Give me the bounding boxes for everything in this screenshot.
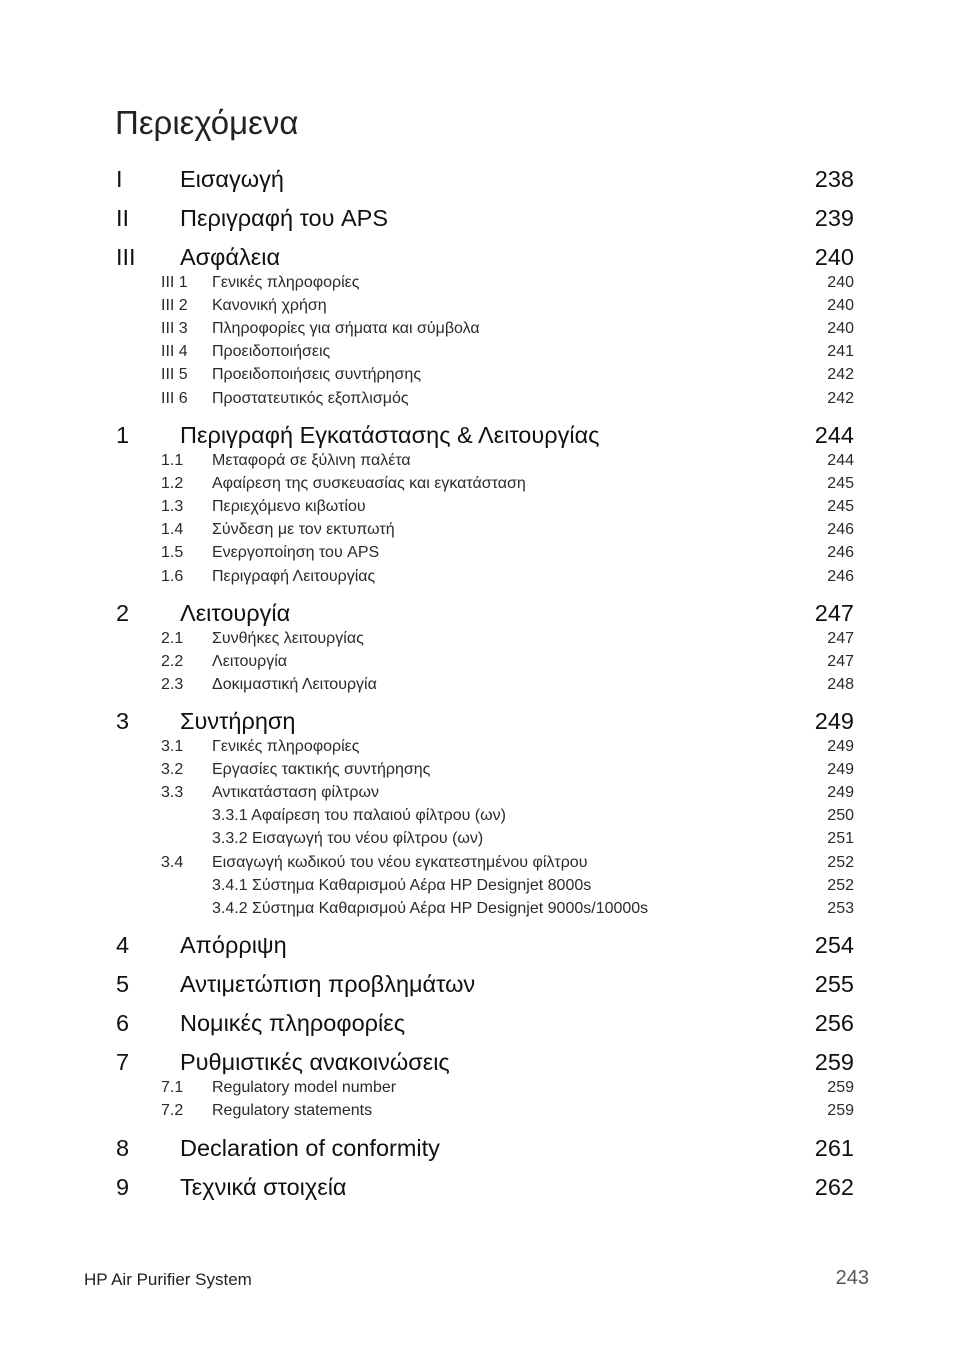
toc-chapter-page: 261 <box>814 1135 854 1161</box>
toc-subsection-number: 3.2 <box>161 761 184 779</box>
toc-chapter-title: Περιγραφή Εγκατάστασης & Λειτουργίας <box>180 422 600 448</box>
toc-subsection[interactable] <box>0 830 954 852</box>
toc-chapter-number: III <box>116 244 136 270</box>
toc-subsection-title: 3.4.2 Σύστημα Καθαρισμού Αέρα HP Designjet 9000s/10000s <box>212 899 649 917</box>
toc-subsection-title: Ενεργοποίηση του APS <box>212 544 380 562</box>
toc-chapter-number: 3 <box>116 708 130 734</box>
toc-chapter-page: 244 <box>814 422 854 448</box>
toc-subsection-page: 242 <box>827 389 854 407</box>
toc-chapter[interactable] <box>0 422 954 452</box>
toc-chapter-title: Εισαγωγή <box>180 166 284 192</box>
toc-subsection-title: Γενικές πληροφορίες <box>212 274 360 291</box>
toc-chapter[interactable] <box>0 166 954 196</box>
toc-chapter[interactable] <box>0 971 954 1001</box>
toc-subsection-title: Προειδοποιήσεις <box>212 343 331 361</box>
toc-subsection-title: Λειτουργία <box>212 653 288 671</box>
toc-subsection-page: 250 <box>827 807 854 825</box>
toc-subsection[interactable] <box>0 366 954 388</box>
toc-subsection-number: III 2 <box>161 297 188 315</box>
toc-chapter-number: 7 <box>116 1049 130 1075</box>
toc-chapter-page: 239 <box>814 205 854 231</box>
toc-subsection-title: 3.3.1 Αφαίρεση του παλαιού φίλτρου (ων) <box>212 807 506 825</box>
toc-chapter-title: Ρυθμιστικές ανακοινώσεις <box>180 1049 450 1075</box>
toc-subsection[interactable] <box>0 498 954 520</box>
toc-chapter-number: 4 <box>116 932 130 958</box>
toc-subsection-number: 1.4 <box>161 521 184 539</box>
toc-chapter-page: 255 <box>814 971 854 997</box>
toc-subsection[interactable] <box>0 544 954 566</box>
toc-chapter-title: Τεχνικά στοιχεία <box>180 1174 347 1200</box>
toc-chapter-title: Λειτουργία <box>180 600 291 626</box>
toc-subsection-page: 253 <box>827 899 854 917</box>
toc-subsection-number: 2.1 <box>161 630 184 647</box>
toc-subsection-page: 251 <box>827 830 854 848</box>
toc-subsection[interactable] <box>0 390 954 412</box>
toc-chapter-page: 262 <box>814 1174 854 1200</box>
toc-chapter[interactable] <box>0 708 954 738</box>
toc-chapter-number: 6 <box>116 1010 130 1036</box>
toc-subsection-number: 7.2 <box>161 1102 184 1120</box>
toc-chapter[interactable] <box>0 932 954 962</box>
toc-subsection-title: 3.4.1 Σύστημα Καθαρισμού Αέρα HP Designjet 8000s <box>212 876 592 894</box>
footer-product-name: HP Air Purifier System <box>84 1270 252 1289</box>
toc-subsection[interactable] <box>0 521 954 543</box>
toc-chapter[interactable] <box>0 1174 954 1204</box>
toc-chapter-page: 256 <box>814 1010 854 1036</box>
toc-subsection-title: Γενικές πληροφορίες <box>212 738 360 755</box>
toc-subsection[interactable] <box>0 877 954 899</box>
toc-subsection-page: 246 <box>827 567 854 585</box>
toc-subsection[interactable] <box>0 452 954 474</box>
toc-chapter-page: 247 <box>814 600 854 626</box>
toc-chapter-title: Νομικές πληροφορίες <box>180 1010 406 1036</box>
toc-subsection-page: 248 <box>827 676 854 694</box>
toc-chapter-number: I <box>116 166 123 192</box>
toc-subsection-title: Προστατευτικός εξοπλισμός <box>212 389 409 407</box>
toc-subsection-number: 1.6 <box>161 567 184 585</box>
toc-subsection-page: 245 <box>827 475 854 493</box>
toc-subsection[interactable] <box>0 738 954 760</box>
toc-subsection-page: 242 <box>827 366 854 384</box>
toc-subsection[interactable] <box>0 653 954 675</box>
toc-subsection[interactable] <box>0 320 954 342</box>
toc-chapter-title: Απόρριψη <box>180 932 287 958</box>
toc-chapter-title: Συντήρηση <box>180 708 296 734</box>
toc-subsection-page: 249 <box>827 784 854 802</box>
toc-chapter-number: 9 <box>116 1174 130 1200</box>
toc-subsection-page: 249 <box>827 761 854 779</box>
toc-chapter[interactable] <box>0 1010 954 1040</box>
toc-subsection-number: 1.2 <box>161 475 184 493</box>
toc-subsection[interactable] <box>0 676 954 698</box>
toc-chapter-page: 259 <box>814 1049 854 1075</box>
toc-chapter[interactable] <box>0 600 954 630</box>
toc-subsection-page: 244 <box>827 452 854 469</box>
toc-subsection-title: Regulatory model number <box>212 1079 397 1096</box>
toc-subsection-title: Δοκιμαστική Λειτουργία <box>212 676 377 694</box>
toc-subsection[interactable] <box>0 568 954 590</box>
toc-subsection-title: Κανονική χρήση <box>212 297 327 315</box>
toc-subsection-title: Μεταφορά σε ξύλινη παλέτα <box>212 452 411 469</box>
toc-subsection-page: 246 <box>827 544 854 562</box>
toc-subsection[interactable] <box>0 1102 954 1124</box>
toc-chapter[interactable] <box>0 1135 954 1165</box>
toc-chapter[interactable] <box>0 205 954 235</box>
toc-chapter-number: II <box>116 205 130 231</box>
toc-subsection-number: 2.2 <box>161 653 184 671</box>
toc-subsection-number: 2.3 <box>161 676 184 694</box>
toc-subsection-page: 259 <box>827 1102 854 1120</box>
toc-subsection-page: 252 <box>827 876 854 894</box>
toc-subsection-page: 249 <box>827 738 854 755</box>
toc-subsection-page: 247 <box>827 653 854 671</box>
toc-chapter[interactable] <box>0 1049 954 1079</box>
toc-subsection-page: 247 <box>827 630 854 647</box>
toc-subsection[interactable] <box>0 761 954 783</box>
toc-subsection[interactable] <box>0 475 954 497</box>
toc-subsection-title: 3.3.2 Εισαγωγή του νέου φίλτρου (ων) <box>212 830 484 848</box>
toc-subsection-page: 245 <box>827 498 854 516</box>
toc-chapter-title: Αντιμετώπιση προβλημάτων <box>180 971 476 997</box>
toc-chapter-title: Περιγραφή του APS <box>180 205 389 231</box>
toc-subsection[interactable] <box>0 900 954 922</box>
toc-subsection-title: Regulatory statements <box>212 1102 373 1120</box>
toc-subsection-title: Σύνδεση με τον εκτυπωτή <box>212 521 395 539</box>
toc-subsection-title: Εισαγωγή κωδικού του νέου εγκατεστημένου φίλτρου <box>212 853 588 871</box>
toc-subsection-number: 3.1 <box>161 738 184 755</box>
toc-subsection-title: Πληροφορίες για σήματα και σύμβολα <box>212 320 480 338</box>
toc-chapter-page: 249 <box>814 708 854 734</box>
toc-subsection[interactable] <box>0 854 954 876</box>
toc-subsection[interactable] <box>0 630 954 652</box>
toc-subsection-number: 1.1 <box>161 452 184 469</box>
toc-subsection-title: Περιγραφή Λειτουργίας <box>212 567 376 585</box>
toc-subsection-title: Συνθήκες λειτουργίας <box>212 630 364 647</box>
toc-chapter-number: 8 <box>116 1135 130 1161</box>
toc-subsection-page: 252 <box>827 853 854 871</box>
toc-chapter-title: Declaration of conformity <box>180 1135 440 1161</box>
toc-subsection-number: 1.3 <box>161 498 184 516</box>
toc-subsection-number: 3.4 <box>161 853 184 871</box>
toc-subsection[interactable] <box>0 807 954 829</box>
toc-subsection[interactable] <box>0 343 954 365</box>
toc-chapter-page: 240 <box>814 244 854 270</box>
toc-chapter-number: 1 <box>116 422 130 448</box>
toc-subsection-page: 241 <box>827 343 854 361</box>
toc-subsection-number: III 4 <box>161 343 188 361</box>
toc-subsection-title: Εργασίες τακτικής συντήρησης <box>212 761 431 779</box>
toc-subsection[interactable] <box>0 1079 954 1101</box>
toc-subsection-number: III 1 <box>161 274 188 291</box>
toc-chapter-number: 2 <box>116 600 130 626</box>
toc-subsection-number: 3.3 <box>161 784 184 802</box>
toc-subsection[interactable] <box>0 297 954 319</box>
toc-chapter-page: 238 <box>814 166 854 192</box>
toc-subsection-number: 7.1 <box>161 1079 184 1096</box>
page-title: Περιεχόμενα <box>115 104 299 141</box>
toc-subsection-title: Αντικατάσταση φίλτρων <box>212 784 379 802</box>
toc-subsection-number: III 5 <box>161 366 188 384</box>
footer-page-number: 243 <box>835 1267 869 1289</box>
toc-subsection-page: 259 <box>827 1079 854 1096</box>
toc-subsection-page: 240 <box>827 297 854 315</box>
toc-subsection-title: Περιεχόμενο κιβωτίου <box>212 498 366 516</box>
toc-subsection[interactable] <box>0 784 954 806</box>
toc-subsection[interactable] <box>0 274 954 296</box>
toc-chapter-title: Ασφάλεια <box>180 244 281 270</box>
toc-chapter-number: 5 <box>116 971 130 997</box>
toc-subsection-number: III 3 <box>161 320 188 338</box>
toc-subsection-number: 1.5 <box>161 544 184 562</box>
toc-subsection-page: 246 <box>827 521 854 539</box>
toc-subsection-title: Προειδοποιήσεις συντήρησης <box>212 366 422 384</box>
toc-subsection-title: Αφαίρεση της συσκευασίας και εγκατάσταση <box>212 475 526 493</box>
toc-chapter-page: 254 <box>814 932 854 958</box>
toc-subsection-page: 240 <box>827 274 854 291</box>
toc-chapter[interactable] <box>0 244 954 274</box>
toc-subsection-page: 240 <box>827 320 854 338</box>
toc-subsection-number: III 6 <box>161 389 188 407</box>
